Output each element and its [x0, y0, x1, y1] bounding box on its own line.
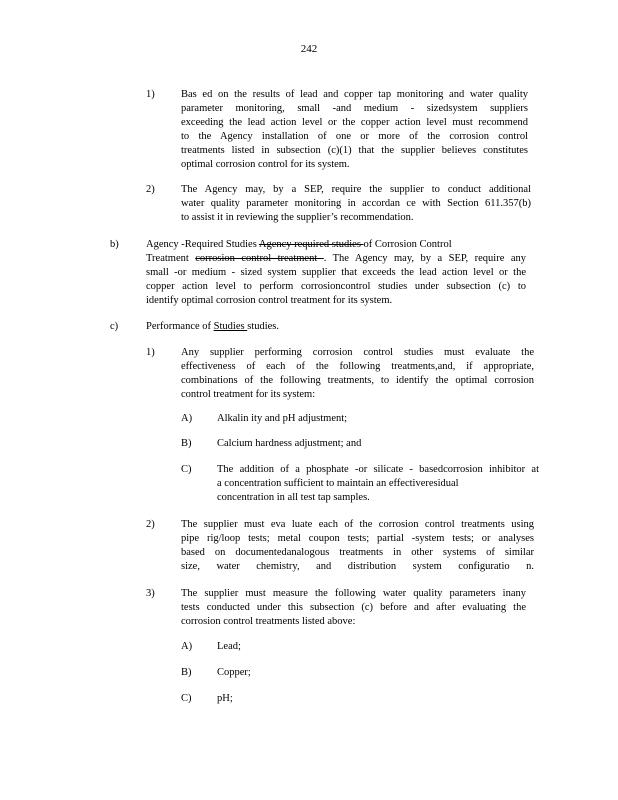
section-label-c: c): [110, 321, 119, 332]
text-line: small -or medium - sized system supplier that exceeds the lead action level or the: [146, 267, 526, 278]
text-line: exceeding the lead action level or the copper action level must recommend: [181, 117, 528, 128]
text-run: Treatment: [146, 253, 196, 264]
underlined-text: Studies: [213, 321, 248, 332]
paragraph-d1: [181, 346, 534, 402]
text-line: concentration in all test tap samples.: [217, 492, 370, 503]
text-line: Any supplier performing corrosion control studies must evaluate the: [181, 347, 534, 358]
text-line: [146, 252, 526, 266]
text-line: The addition of a phosphate -or silicate - basedcorrosion inhibitor at: [217, 464, 539, 475]
item-text-d3b: Copper;: [217, 667, 251, 678]
text-line: tests conducted under this subsection (c) before and after evaluating the: [181, 602, 526, 613]
paragraph-d2: [181, 518, 534, 574]
page-number: 242: [300, 43, 318, 55]
item-text-d1b: Calcium hardness adjustment; and: [217, 438, 362, 449]
text-run: studies.: [247, 321, 279, 332]
item-label-1: 1): [146, 89, 155, 100]
text-line: The supplier must measure the following water quality parameters inany: [181, 588, 526, 599]
item-label-2: 2): [146, 184, 155, 195]
text-line: identify optimal corrosion control treatment for its system.: [146, 295, 393, 306]
text-line: [146, 238, 526, 252]
paragraph-2: [181, 183, 531, 225]
text-line: The Agency may, by a SEP, require the supplier to conduct additional: [181, 184, 531, 195]
section-heading-c: [146, 320, 279, 334]
item-label-d1a: A): [181, 413, 193, 424]
item-label-d1b: B): [181, 438, 192, 449]
text-line: optimal corrosion control for its system.: [181, 159, 350, 170]
text-line: size, water chemistry, and distribution system configuratio n.: [181, 561, 534, 572]
item-label-d3a: A): [181, 641, 193, 652]
item-text-d1a: Alkalin ity and pH adjustment;: [217, 413, 348, 424]
text-line: a concentration sufficient to maintain an effectiveresidual: [217, 478, 459, 489]
text-line: Bas ed on the results of lead and copper tap monitoring and water quality: [181, 89, 528, 100]
text-line: copper action level to perform corrosioncontrol studies under subsection (c) to: [146, 281, 526, 292]
text-line: water quality parameter monitoring in accordan ce with Section 611.357(b): [181, 198, 531, 209]
item-label-d1: 1): [146, 347, 155, 358]
item-label-d3b: B): [181, 667, 192, 678]
item-text-d3a: Lead;: [217, 641, 241, 652]
text-line: parameter monitoring, small -and medium - sizedsystem suppliers: [181, 103, 528, 114]
item-label-d3c: C): [181, 693, 192, 704]
text-line: treatments listed in subsection (c)(1) that the supplier believes constitutes: [181, 145, 528, 156]
struck-text: Agency required studies: [258, 239, 364, 250]
text-line: pipe rig/loop tests; metal coupon tests; partial -system tests; or analyses: [181, 533, 534, 544]
paragraph-d3: [181, 587, 526, 629]
text-line: control treatment for its system:: [181, 389, 316, 400]
item-label-d3: 3): [146, 588, 155, 599]
paragraph-d1c: [217, 463, 539, 505]
struck-text: corrosion control treatment: [195, 253, 324, 264]
text-line: to assist it in reviewing the supplier’s recommendation.: [181, 212, 414, 223]
item-label-d1c: C): [181, 464, 192, 475]
paragraph-b: [146, 238, 526, 308]
text-line: to the Agency installation of one or more of the corrosion control: [181, 131, 528, 142]
item-label-d2: 2): [146, 519, 155, 530]
text-line: effectiveness of each of the following treatments,and, if appropriate,: [181, 361, 534, 372]
paragraph-1: [181, 88, 528, 172]
text-run: Agency -Required Studies: [146, 239, 259, 250]
text-run: Performance of: [146, 321, 214, 332]
text-line: The supplier must eva luate each of the corrosion control treatments using: [181, 519, 534, 530]
text-run: of Corrosion Control: [363, 239, 452, 250]
section-label-b: b): [110, 239, 119, 250]
item-text-d3c: pH;: [217, 693, 233, 704]
text-line: combinations of the following treatments, to identify the optimal corrosion: [181, 375, 534, 386]
text-run: . The Agency may, by a SEP, require any: [323, 253, 526, 264]
text-line: corrosion control treatments listed above:: [181, 616, 356, 627]
text-line: based on documentedanalogous treatments in other systems of similar: [181, 547, 534, 558]
